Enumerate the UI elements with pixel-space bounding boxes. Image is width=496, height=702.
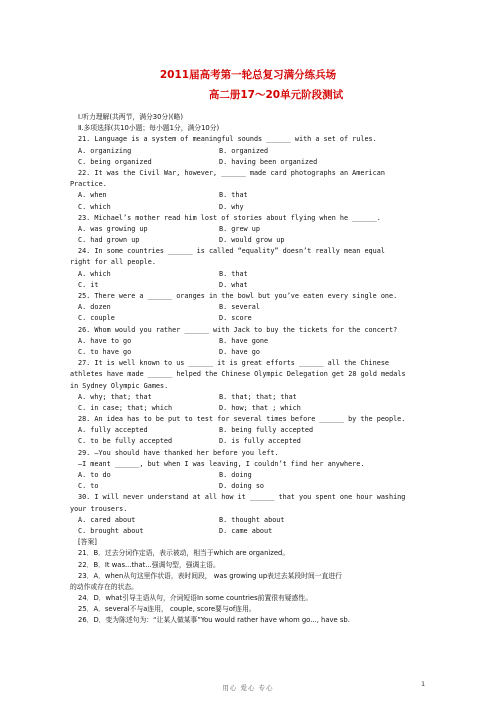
question-stem: 27. It is well known to us ______ it is great efforts ______ all the Chinese (78, 359, 389, 368)
question-stem-continued: right for all people. (70, 258, 156, 267)
option-row: A. to do B. doing (78, 471, 252, 479)
page-number: 1 (421, 680, 426, 688)
option-row: A. have to go B. have gone (78, 336, 269, 345)
document-body (70, 112, 426, 627)
option-row: C. had grown up D. would grow up (78, 236, 285, 245)
option-row: A. why; that; that B. that; that; that (78, 392, 297, 401)
question-stem-continued: athletes have made ______ helped the Chinese Olympic Delegation get 28 gold medals (70, 370, 406, 379)
answer-line-continued: 的动作或存在的状态。 (70, 582, 138, 591)
option-row: A. which B. that (78, 269, 248, 278)
answer-heading: [答案] (78, 538, 97, 547)
option-row: C. to be fully accepted D. is fully accepted (78, 437, 301, 446)
section-heading-multiple-choice: Ⅱ.多项选择(共10小题；每小题1分，满分10分) (78, 124, 220, 133)
question-stem-continued: in Sydney Olympic Games. (70, 381, 169, 390)
page-footer: 用心 爱心 专心 (222, 684, 274, 692)
question-stem: 22. It was the Civil War, however, ______ made card photographs an American (78, 168, 385, 177)
question-stem: 29. —You should have thanked her before you left. (78, 448, 279, 457)
option-row: C. being organized D. having been organized (78, 157, 318, 166)
option-row: A. was growing up B. grew up (78, 224, 260, 233)
answer-line: 26．D．变为陈述句为：“让某人做某事”You would rather have whom go..., have sb. (78, 616, 350, 625)
option-row: C. it D. what (78, 280, 248, 289)
question-stem: 26. Whom would you rather ______ with Jack to buy the tickets for the concert? (78, 325, 398, 334)
option-row: A. dozen B. several (78, 303, 260, 312)
option-row: C. couple D. score (78, 314, 252, 323)
question-stem: 21. Language is a system of meaningful sounds ______ with a set of rules. (78, 135, 377, 144)
option-row: A. when B. that (78, 191, 248, 200)
option-row: C. brought about D. came about (78, 526, 273, 535)
option-row: A. fully accepted B. being fully accepted (78, 426, 314, 435)
option-row: C. to D. doing so (78, 482, 265, 491)
question-stem-continued: your trousers. (70, 504, 128, 513)
question-stem: 23. Michael’s mother read him lost of stories about flying when he ______. (78, 213, 381, 222)
question-stem: 28. An idea has to be put to test for several times before ______ by the people. (78, 415, 406, 424)
option-row: C. which D. why (78, 202, 244, 211)
option-row: C. in case; that; which D. how; that ; which (78, 403, 301, 412)
answer-line: 22．B．It was...that...强调句型，强调主语。 (78, 560, 220, 569)
section-heading-listening: Ⅰ.听力理解(共两节，满分30分)(略) (78, 113, 183, 121)
option-row: A. cared about B. thought about (78, 515, 285, 524)
question-stem-continued: Practice. (70, 180, 107, 189)
document-subtitle: 高二册17～20单元阶段测试 (208, 89, 344, 101)
document-title: 2011届高考第一轮总复习满分练兵场 (159, 69, 337, 81)
answer-line: 25．A．several不与a连用， couple, score要与of连用。 (78, 605, 256, 614)
question-stem: 30. I will never understand at all how it ______ that you spent one hour washing (78, 493, 406, 502)
option-row: C. to have go D. have go (78, 347, 260, 356)
answer-line: 21．B．过去分词作定语，表示被动，相当于which are organized。 (78, 549, 290, 558)
question-stem: 25. There were a ______ oranges in the bowl but you’ve eaten every single one. (78, 292, 398, 300)
question-stem-continued: —I meant ______, but when I was leaving, I couldn’t find her anywhere. (78, 459, 365, 468)
option-row: A. organizing B. organized (78, 146, 269, 155)
question-stem: 24. In some countries ______ is called “equality” doesn’t really mean equal (78, 247, 385, 256)
answer-line: 23．A．when从句这里作状语，表时间段， was growing up表过去某段时间一直进行 (78, 571, 342, 580)
answer-line: 24．D．what引导主语从句，介词短语In some countries前置很有疑惑性。 (78, 594, 313, 603)
